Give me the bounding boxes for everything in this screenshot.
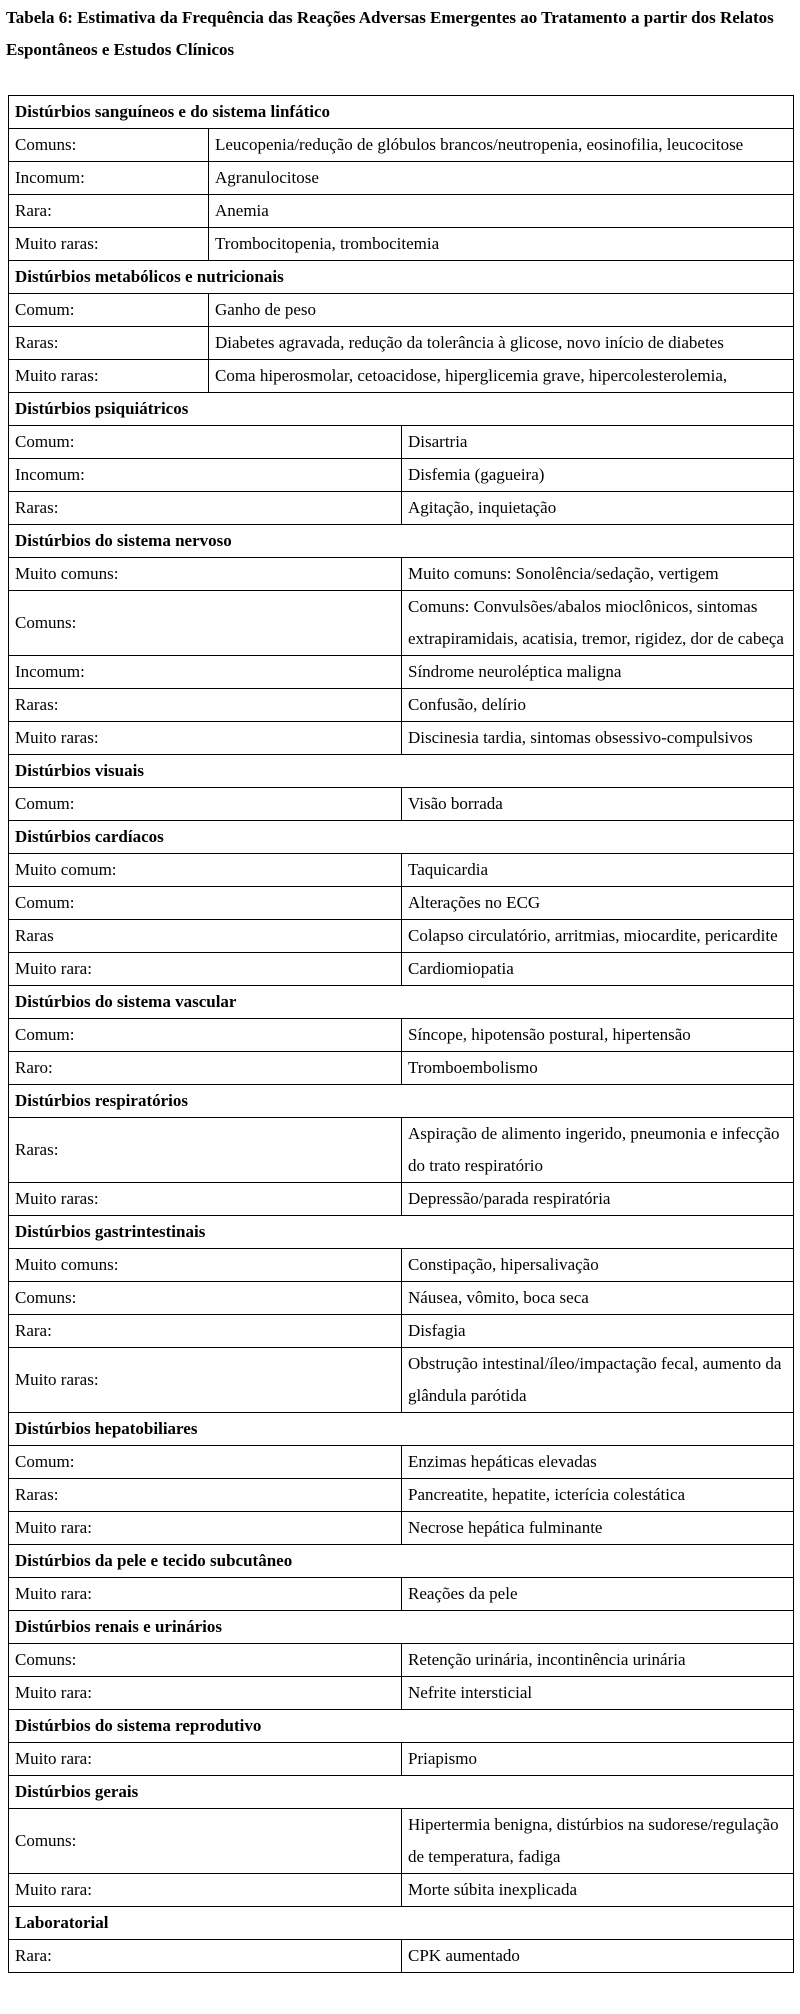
frequency-cell: Muito raras: (9, 722, 402, 755)
table-row (9, 591, 794, 656)
reaction-cell: CPK aumentado (402, 1940, 794, 1973)
reaction-cell: Cardiomiopatia (402, 953, 794, 986)
table-row (9, 1479, 794, 1512)
table-row (9, 492, 794, 525)
table-row (9, 1446, 794, 1479)
frequency-cell: Raras: (9, 492, 402, 525)
category-heading: Distúrbios respiratórios (9, 1085, 794, 1118)
table-row (9, 1249, 794, 1282)
table-row (9, 689, 794, 722)
category-row (9, 1216, 794, 1249)
frequency-cell: Raras: (9, 1118, 402, 1183)
category-heading: Distúrbios metabólicos e nutricionais (9, 261, 794, 294)
table-row (9, 656, 794, 689)
frequency-cell: Rara: (9, 1315, 402, 1348)
category-row (9, 1413, 794, 1446)
frequency-cell: Muito rara: (9, 1512, 402, 1545)
table-row (9, 558, 794, 591)
category-row (9, 821, 794, 854)
category-heading: Distúrbios renais e urinários (9, 1611, 794, 1644)
reaction-cell: Taquicardia (402, 854, 794, 887)
reaction-cell: Priapismo (402, 1743, 794, 1776)
category-row (9, 1611, 794, 1644)
reaction-cell: Alterações no ECG (402, 887, 794, 920)
category-row (9, 1085, 794, 1118)
table-row (9, 1874, 794, 1907)
category-row (9, 755, 794, 788)
frequency-cell: Muito rara: (9, 1578, 402, 1611)
reaction-cell: Síndrome neuroléptica maligna (402, 656, 794, 689)
category-heading: Laboratorial (9, 1907, 794, 1940)
category-row (9, 1907, 794, 1940)
frequency-cell: Comum: (9, 1446, 402, 1479)
category-row (9, 96, 794, 129)
frequency-cell: Comum: (9, 294, 209, 327)
table-row (9, 162, 794, 195)
frequency-cell: Comuns: (9, 591, 402, 656)
frequency-cell: Comuns: (9, 1809, 402, 1874)
reaction-cell: Visão borrada (402, 788, 794, 821)
reaction-cell: Confusão, delírio (402, 689, 794, 722)
table-row (9, 327, 794, 360)
frequency-cell: Muito comuns: (9, 1249, 402, 1282)
reaction-cell: Anemia (209, 195, 794, 228)
frequency-cell: Raras: (9, 327, 209, 360)
category-heading: Distúrbios do sistema reprodutivo (9, 1710, 794, 1743)
frequency-cell: Incomum: (9, 459, 402, 492)
table-row (9, 1052, 794, 1085)
frequency-cell: Muito rara: (9, 953, 402, 986)
reaction-cell: Diabetes agravada, redução da tolerância à glicose, novo início de diabetes (209, 327, 794, 360)
frequency-cell: Muito raras: (9, 228, 209, 261)
table-row (9, 1118, 794, 1183)
reaction-cell: Reações da pele (402, 1578, 794, 1611)
frequency-cell: Comuns: (9, 129, 209, 162)
frequency-cell: Incomum: (9, 656, 402, 689)
category-heading: Distúrbios cardíacos (9, 821, 794, 854)
frequency-cell: Raro: (9, 1052, 402, 1085)
frequency-cell: Muito raras: (9, 360, 209, 393)
reaction-cell: Coma hiperosmolar, cetoacidose, hiperglicemia grave, hipercolesterolemia, (209, 360, 794, 393)
table-row (9, 920, 794, 953)
category-heading: Distúrbios do sistema vascular (9, 986, 794, 1019)
frequency-cell: Muito rara: (9, 1874, 402, 1907)
category-heading: Distúrbios do sistema nervoso (9, 525, 794, 558)
category-heading: Distúrbios sanguíneos e do sistema linfático (9, 96, 794, 129)
reaction-cell: Aspiração de alimento ingerido, pneumonia e infecção do trato respiratório (402, 1118, 794, 1183)
frequency-cell: Comuns: (9, 1644, 402, 1677)
frequency-cell: Muito rara: (9, 1743, 402, 1776)
reaction-cell: Nefrite intersticial (402, 1677, 794, 1710)
frequency-cell: Raras: (9, 689, 402, 722)
category-row (9, 525, 794, 558)
table-title: Tabela 6: Estimativa da Frequência das Reações Adversas Emergentes ao Tratamento a partir dos Relatos Espontâneos e Estudos Clínicos (6, 8, 774, 59)
reaction-cell: Trombocitopenia, trombocitemia (209, 228, 794, 261)
reaction-cell: Depressão/parada respiratória (402, 1183, 794, 1216)
frequency-cell: Comum: (9, 788, 402, 821)
table-row (9, 1809, 794, 1874)
table-row (9, 129, 794, 162)
frequency-cell: Muito rara: (9, 1677, 402, 1710)
category-heading: Distúrbios da pele e tecido subcutâneo (9, 1545, 794, 1578)
table-body (9, 96, 794, 1973)
reaction-cell: Pancreatite, hepatite, icterícia colestática (402, 1479, 794, 1512)
reaction-cell: Ganho de peso (209, 294, 794, 327)
category-row (9, 1776, 794, 1809)
category-heading: Distúrbios visuais (9, 755, 794, 788)
reaction-cell: Necrose hepática fulminante (402, 1512, 794, 1545)
category-heading: Distúrbios hepatobiliares (9, 1413, 794, 1446)
frequency-cell: Comum: (9, 887, 402, 920)
reaction-cell: Disartria (402, 426, 794, 459)
reaction-cell: Disfagia (402, 1315, 794, 1348)
category-row (9, 1710, 794, 1743)
reaction-cell: Tromboembolismo (402, 1052, 794, 1085)
table-row (9, 788, 794, 821)
table-row (9, 1348, 794, 1413)
category-row (9, 261, 794, 294)
table-row (9, 1677, 794, 1710)
table-row (9, 1940, 794, 1973)
table-row (9, 887, 794, 920)
category-row (9, 1545, 794, 1578)
table-row (9, 1512, 794, 1545)
frequency-cell: Comum: (9, 1019, 402, 1052)
table-row (9, 953, 794, 986)
table-row (9, 1315, 794, 1348)
category-heading: Distúrbios gastrintestinais (9, 1216, 794, 1249)
frequency-cell: Incomum: (9, 162, 209, 195)
table-row (9, 1282, 794, 1315)
reaction-cell: Leucopenia/redução de glóbulos brancos/neutropenia, eosinofilia, leucocitose (209, 129, 794, 162)
table-row (9, 360, 794, 393)
table-row (9, 1578, 794, 1611)
reaction-cell: Muito comuns: Sonolência/sedação, vertigem (402, 558, 794, 591)
frequency-cell: Muito raras: (9, 1183, 402, 1216)
reaction-cell: Morte súbita inexplicada (402, 1874, 794, 1907)
table-row (9, 228, 794, 261)
reaction-cell: Obstrução intestinal/íleo/impactação fecal, aumento da glândula parótida (402, 1348, 794, 1413)
frequency-cell: Muito comum: (9, 854, 402, 887)
reaction-cell: Agitação, inquietação (402, 492, 794, 525)
category-heading: Distúrbios gerais (9, 1776, 794, 1809)
reaction-cell: Disfemia (gagueira) (402, 459, 794, 492)
frequency-cell: Rara: (9, 195, 209, 228)
table-row (9, 195, 794, 228)
table-row (9, 722, 794, 755)
frequency-cell: Raras: (9, 1479, 402, 1512)
category-row (9, 986, 794, 1019)
frequency-cell: Comum: (9, 426, 402, 459)
category-row (9, 393, 794, 426)
frequency-cell: Muito raras: (9, 1348, 402, 1413)
table-row (9, 426, 794, 459)
frequency-cell: Comuns: (9, 1282, 402, 1315)
table-row (9, 1183, 794, 1216)
table-row (9, 459, 794, 492)
adverse-reactions-table (8, 95, 794, 1973)
reaction-cell: Colapso circulatório, arritmias, miocardite, pericardite (402, 920, 794, 953)
reaction-cell: Discinesia tardia, sintomas obsessivo-compulsivos (402, 722, 794, 755)
table-row (9, 1743, 794, 1776)
table-row (9, 1019, 794, 1052)
frequency-cell: Rara: (9, 1940, 402, 1973)
reaction-cell: Síncope, hipotensão postural, hipertensão (402, 1019, 794, 1052)
reaction-cell: Retenção urinária, incontinência urinária (402, 1644, 794, 1677)
reaction-cell: Enzimas hepáticas elevadas (402, 1446, 794, 1479)
reaction-cell: Agranulocitose (209, 162, 794, 195)
table-row (9, 1644, 794, 1677)
table-row (9, 854, 794, 887)
reaction-cell: Hipertermia benigna, distúrbios na sudorese/regulação de temperatura, fadiga (402, 1809, 794, 1874)
reaction-cell: Náusea, vômito, boca seca (402, 1282, 794, 1315)
frequency-cell: Muito comuns: (9, 558, 402, 591)
table-row (9, 294, 794, 327)
reaction-cell: Constipação, hipersalivação (402, 1249, 794, 1282)
category-heading: Distúrbios psiquiátricos (9, 393, 794, 426)
reaction-cell: Comuns: Convulsões/abalos mioclônicos, sintomas extrapiramidais, acatisia, tremor, rigidez, dor de cabeça (402, 591, 794, 656)
frequency-cell: Raras (9, 920, 402, 953)
